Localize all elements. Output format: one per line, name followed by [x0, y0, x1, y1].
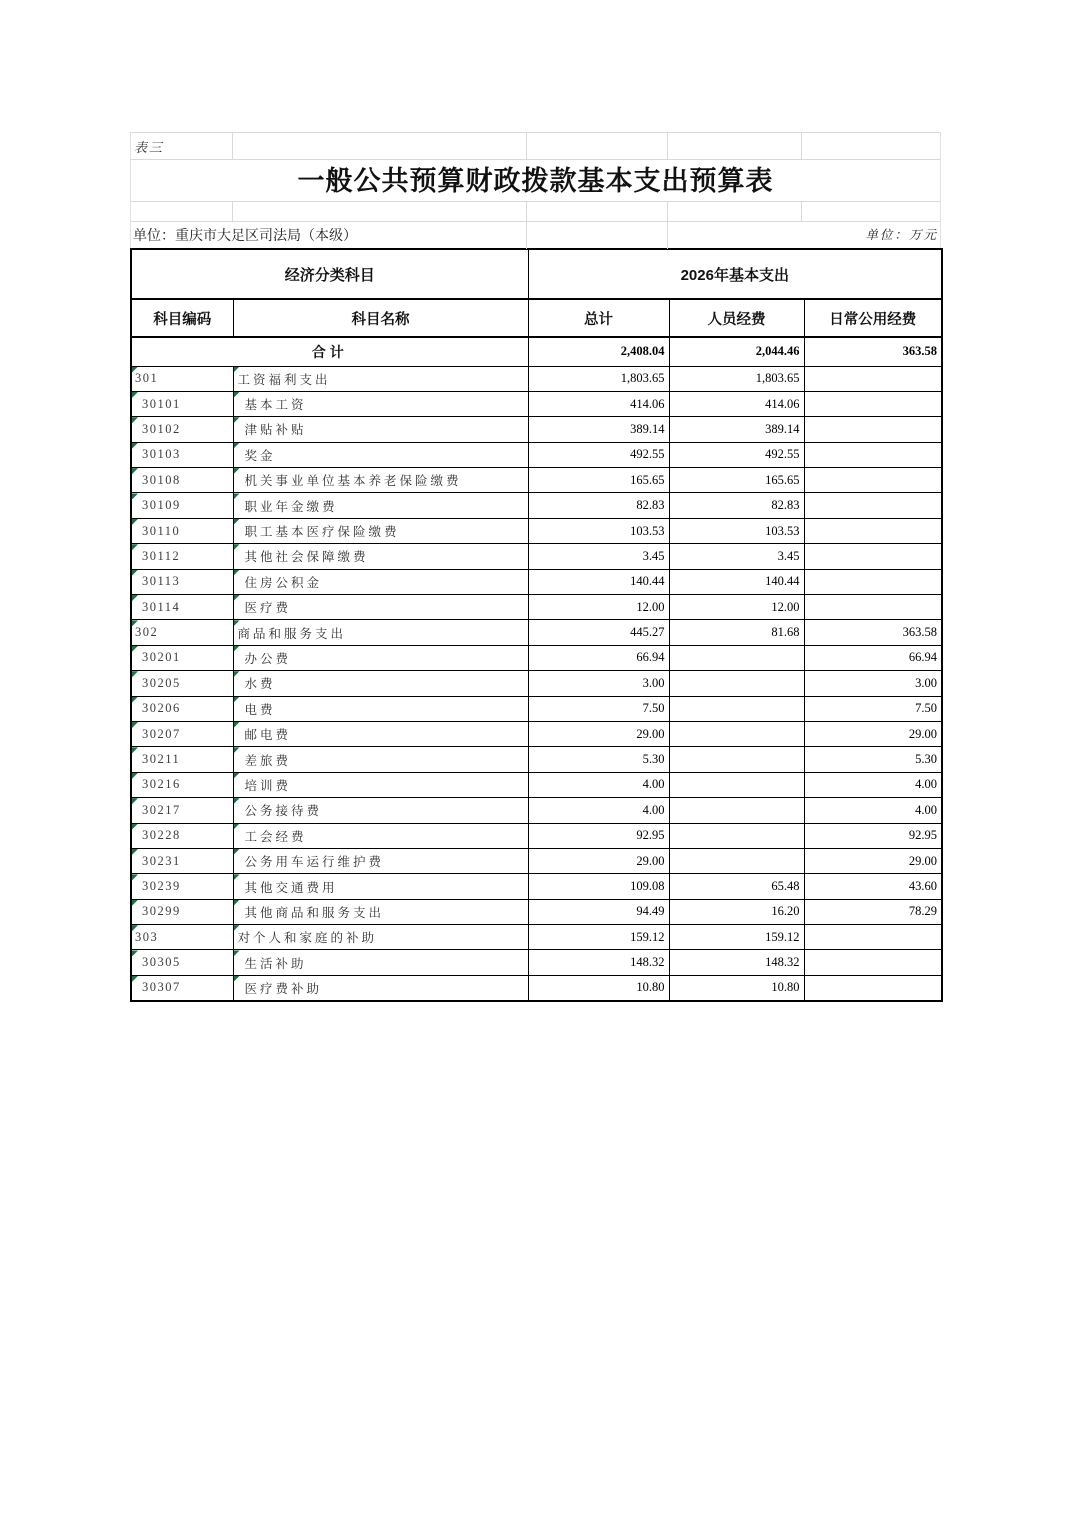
subject-code: 30103: [142, 447, 181, 462]
table-row: [131, 899, 942, 924]
name-cell: [233, 874, 528, 899]
total-value-cell: 4.00: [528, 798, 669, 823]
personnel-value-cell: 65.48: [669, 874, 804, 899]
total-value-cell: 7.50: [528, 696, 669, 721]
subject-name: 奖金: [244, 448, 276, 463]
daily-value-cell: 4.00: [804, 772, 942, 797]
total-value-cell: 103.53: [528, 518, 669, 543]
code-cell: [131, 721, 233, 746]
grid-cell: [802, 133, 940, 160]
group-header-row: [131, 249, 942, 299]
subject-code: 303: [135, 929, 159, 944]
table-row: [131, 417, 942, 442]
unit-row: [130, 221, 941, 248]
table-header: [131, 249, 942, 337]
page-title: 一般公共预算财政拨款基本支出预算表: [297, 165, 774, 196]
subject-name: 水费: [244, 677, 276, 692]
personnel-value-cell: 140.44: [669, 569, 804, 594]
personnel-value-cell: [669, 696, 804, 721]
grid-cell: [131, 133, 233, 160]
total-value-cell: 92.95: [528, 823, 669, 848]
personnel-value-cell: 82.83: [669, 493, 804, 518]
subject-code: 30110: [142, 523, 181, 538]
code-cell: [131, 417, 233, 442]
code-cell: [131, 620, 233, 645]
grid-cell: [668, 202, 803, 222]
daily-value-cell: [804, 544, 942, 569]
personnel-value-cell: 16.20: [669, 899, 804, 924]
subject-code: 30114: [142, 599, 181, 614]
subject-name: 机关事业单位基本养老保险缴费: [244, 474, 462, 489]
daily-value-cell: 29.00: [804, 848, 942, 873]
subject-name: 其他社会保障缴费: [244, 550, 369, 565]
subject-name: 住房公积金: [244, 575, 323, 590]
code-cell: [131, 848, 233, 873]
grand-total-total: 2,408.04: [528, 337, 669, 366]
sheet-label: 表三: [134, 139, 165, 155]
total-value-cell: 29.00: [528, 848, 669, 873]
daily-value-cell: 92.95: [804, 823, 942, 848]
budget-sheet: [130, 132, 941, 1002]
name-cell: [233, 569, 528, 594]
personnel-value-cell: [669, 645, 804, 670]
total-value-cell: 3.00: [528, 671, 669, 696]
personnel-value-cell: 103.53: [669, 518, 804, 543]
header-daily-public-funds: 日常公用经费: [804, 299, 942, 337]
name-cell: [233, 823, 528, 848]
total-value-cell: 140.44: [528, 569, 669, 594]
column-header-row: [131, 299, 942, 337]
total-value-cell: 94.49: [528, 899, 669, 924]
header-2026-basic-expenditure: 2026年基本支出: [528, 249, 942, 299]
daily-value-cell: [804, 366, 942, 391]
code-cell: [131, 671, 233, 696]
table-row: [131, 823, 942, 848]
grid-cell: [668, 133, 803, 160]
budget-table: [130, 248, 943, 1002]
daily-value-cell: [804, 950, 942, 975]
subject-code: 30217: [142, 802, 181, 817]
subject-name: 培训费: [244, 778, 292, 793]
subject-name: 医疗费补助: [244, 981, 323, 996]
table-row: [131, 975, 942, 1000]
subject-name: 工资福利支出: [237, 372, 331, 387]
header-economic-classification: 经济分类科目: [131, 249, 528, 299]
personnel-value-cell: 148.32: [669, 950, 804, 975]
personnel-value-cell: 159.12: [669, 925, 804, 950]
name-cell: [233, 975, 528, 1000]
name-cell: [233, 671, 528, 696]
daily-value-cell: [804, 925, 942, 950]
table-row: [131, 671, 942, 696]
grid-cell: [802, 202, 940, 222]
name-cell: [233, 493, 528, 518]
name-cell: [233, 366, 528, 391]
table-row: [131, 620, 942, 645]
table-row: [131, 747, 942, 772]
daily-value-cell: 78.29: [804, 899, 942, 924]
total-value-cell: 82.83: [528, 493, 669, 518]
daily-value-cell: 29.00: [804, 721, 942, 746]
code-cell: [131, 366, 233, 391]
name-cell: [233, 747, 528, 772]
table-row: [131, 595, 942, 620]
table-row: [131, 569, 942, 594]
name-cell: [233, 391, 528, 416]
grid-cell: [233, 133, 527, 160]
table-row: [131, 772, 942, 797]
code-cell: [131, 823, 233, 848]
subject-code: 30299: [142, 904, 181, 919]
grand-total-row: [131, 337, 942, 366]
name-cell: [233, 798, 528, 823]
daily-value-cell: [804, 518, 942, 543]
code-cell: [131, 544, 233, 569]
sheet-label-row: [130, 132, 941, 159]
table-row: [131, 721, 942, 746]
subject-code: 30211: [142, 752, 181, 767]
name-cell: [233, 925, 528, 950]
title-row: [130, 159, 941, 201]
code-cell: [131, 696, 233, 721]
total-value-cell: 3.45: [528, 544, 669, 569]
table-row: [131, 798, 942, 823]
subject-name: 商品和服务支出: [237, 626, 347, 641]
subject-name: 公务接待费: [244, 804, 323, 819]
total-value-cell: 4.00: [528, 772, 669, 797]
header-total: 总计: [528, 299, 669, 337]
subject-code: 30109: [142, 498, 181, 513]
name-cell: [233, 595, 528, 620]
code-cell: [131, 645, 233, 670]
table-row: [131, 468, 942, 493]
name-cell: [233, 544, 528, 569]
money-unit-label: 单位：万元: [865, 228, 938, 242]
name-cell: [233, 848, 528, 873]
subject-name: 电费: [244, 702, 276, 717]
subject-name: 其他商品和服务支出: [244, 905, 385, 920]
code-cell: [131, 772, 233, 797]
total-value-cell: 492.55: [528, 442, 669, 467]
grand-total-personnel: 2,044.46: [669, 337, 804, 366]
personnel-value-cell: [669, 671, 804, 696]
subject-name: 生活补助: [244, 956, 307, 971]
table-row: [131, 518, 942, 543]
name-cell: [233, 950, 528, 975]
table-row: [131, 645, 942, 670]
subject-name: 津贴补贴: [244, 423, 307, 438]
subject-name: 职业年金缴费: [244, 499, 338, 514]
name-cell: [233, 772, 528, 797]
subject-code: 30231: [142, 853, 181, 868]
header-subject-name: 科目名称: [233, 299, 528, 337]
code-cell: [131, 925, 233, 950]
code-cell: [131, 747, 233, 772]
code-cell: [131, 874, 233, 899]
name-cell: [233, 721, 528, 746]
grid-cell: [527, 133, 668, 160]
grid-cell: [668, 222, 803, 249]
personnel-value-cell: 1,803.65: [669, 366, 804, 391]
total-value-cell: 1,803.65: [528, 366, 669, 391]
table-row: [131, 848, 942, 873]
code-cell: [131, 391, 233, 416]
total-value-cell: 159.12: [528, 925, 669, 950]
grand-total-daily: 363.58: [804, 337, 942, 366]
code-cell: [131, 950, 233, 975]
subject-name: 办公费: [244, 651, 292, 666]
personnel-value-cell: 492.55: [669, 442, 804, 467]
name-cell: [233, 518, 528, 543]
total-value-cell: 389.14: [528, 417, 669, 442]
table-row: [131, 366, 942, 391]
personnel-value-cell: 81.68: [669, 620, 804, 645]
personnel-value-cell: 10.80: [669, 975, 804, 1000]
total-value-cell: 445.27: [528, 620, 669, 645]
daily-value-cell: 5.30: [804, 747, 942, 772]
total-value-cell: 5.30: [528, 747, 669, 772]
org-unit-label: 单位：重庆市大足区司法局（本级）: [133, 227, 357, 243]
subject-name: 对个人和家庭的补助: [237, 931, 378, 946]
table-body: [131, 337, 942, 1001]
total-value-cell: 165.65: [528, 468, 669, 493]
subject-code: 302: [135, 625, 159, 640]
subject-code: 30305: [142, 955, 181, 970]
subject-code: 30108: [142, 472, 181, 487]
table-row: [131, 391, 942, 416]
daily-value-cell: [804, 391, 942, 416]
subject-code: 30112: [142, 548, 181, 563]
name-cell: [233, 899, 528, 924]
code-cell: [131, 518, 233, 543]
subject-name: 公务用车运行维护费: [244, 855, 385, 870]
code-cell: [131, 975, 233, 1000]
daily-value-cell: [804, 975, 942, 1000]
table-row: [131, 874, 942, 899]
total-value-cell: 10.80: [528, 975, 669, 1000]
grid-cell: [131, 222, 527, 249]
code-cell: [131, 798, 233, 823]
grid-cell: [131, 202, 233, 222]
code-cell: [131, 442, 233, 467]
subject-code: 301: [135, 371, 159, 386]
table-row: [131, 950, 942, 975]
grid-cell: [233, 202, 527, 222]
daily-value-cell: 363.58: [804, 620, 942, 645]
personnel-value-cell: 165.65: [669, 468, 804, 493]
personnel-value-cell: [669, 747, 804, 772]
daily-value-cell: [804, 493, 942, 518]
grid-cell: [527, 202, 668, 222]
subject-code: 30102: [142, 421, 181, 436]
code-cell: [131, 468, 233, 493]
name-cell: [233, 442, 528, 467]
subject-code: 30201: [142, 650, 181, 665]
total-value-cell: 414.06: [528, 391, 669, 416]
subject-code: 30307: [142, 980, 181, 995]
total-value-cell: 66.94: [528, 645, 669, 670]
grand-total-label: 合计: [131, 337, 528, 366]
subject-name: 其他交通费用: [244, 880, 338, 895]
subject-code: 30206: [142, 701, 181, 716]
header-subject-code: 科目编码: [131, 299, 233, 337]
daily-value-cell: 66.94: [804, 645, 942, 670]
name-cell: [233, 645, 528, 670]
personnel-value-cell: 389.14: [669, 417, 804, 442]
total-value-cell: 29.00: [528, 721, 669, 746]
subject-name: 邮电费: [244, 728, 292, 743]
subject-name: 基本工资: [244, 398, 307, 413]
personnel-value-cell: 12.00: [669, 595, 804, 620]
table-row: [131, 544, 942, 569]
daily-value-cell: [804, 595, 942, 620]
subject-code: 30216: [142, 777, 181, 792]
daily-value-cell: 7.50: [804, 696, 942, 721]
personnel-value-cell: [669, 721, 804, 746]
personnel-value-cell: 414.06: [669, 391, 804, 416]
code-cell: [131, 493, 233, 518]
table-row: [131, 925, 942, 950]
name-cell: [233, 468, 528, 493]
daily-value-cell: [804, 468, 942, 493]
table-row: [131, 442, 942, 467]
personnel-value-cell: [669, 848, 804, 873]
name-cell: [233, 417, 528, 442]
daily-value-cell: [804, 417, 942, 442]
table-row: [131, 696, 942, 721]
subject-code: 30239: [142, 879, 181, 893]
subject-code: 30205: [142, 675, 181, 690]
code-cell: [131, 569, 233, 594]
grid-cell: [527, 222, 668, 249]
subject-name: 医疗费: [244, 601, 292, 616]
spacer-row: [130, 201, 941, 221]
daily-value-cell: 3.00: [804, 671, 942, 696]
code-cell: [131, 595, 233, 620]
total-value-cell: 148.32: [528, 950, 669, 975]
total-value-cell: 109.08: [528, 874, 669, 899]
subject-code: 30228: [142, 828, 181, 843]
subject-code: 30113: [142, 574, 181, 589]
name-cell: [233, 696, 528, 721]
daily-value-cell: [804, 442, 942, 467]
personnel-value-cell: [669, 798, 804, 823]
daily-value-cell: 43.60: [804, 874, 942, 899]
code-cell: [131, 899, 233, 924]
personnel-value-cell: [669, 823, 804, 848]
subject-name: 差旅费: [244, 753, 292, 768]
subject-name: 职工基本医疗保险缴费: [244, 525, 400, 540]
header-personnel-funds: 人员经费: [669, 299, 804, 337]
subject-code: 30101: [142, 396, 181, 411]
table-row: [131, 493, 942, 518]
daily-value-cell: [804, 569, 942, 594]
total-value-cell: 12.00: [528, 595, 669, 620]
daily-value-cell: 4.00: [804, 798, 942, 823]
name-cell: [233, 620, 528, 645]
subject-code: 30207: [142, 726, 181, 741]
personnel-value-cell: 3.45: [669, 544, 804, 569]
subject-name: 工会经费: [244, 829, 307, 844]
personnel-value-cell: [669, 772, 804, 797]
